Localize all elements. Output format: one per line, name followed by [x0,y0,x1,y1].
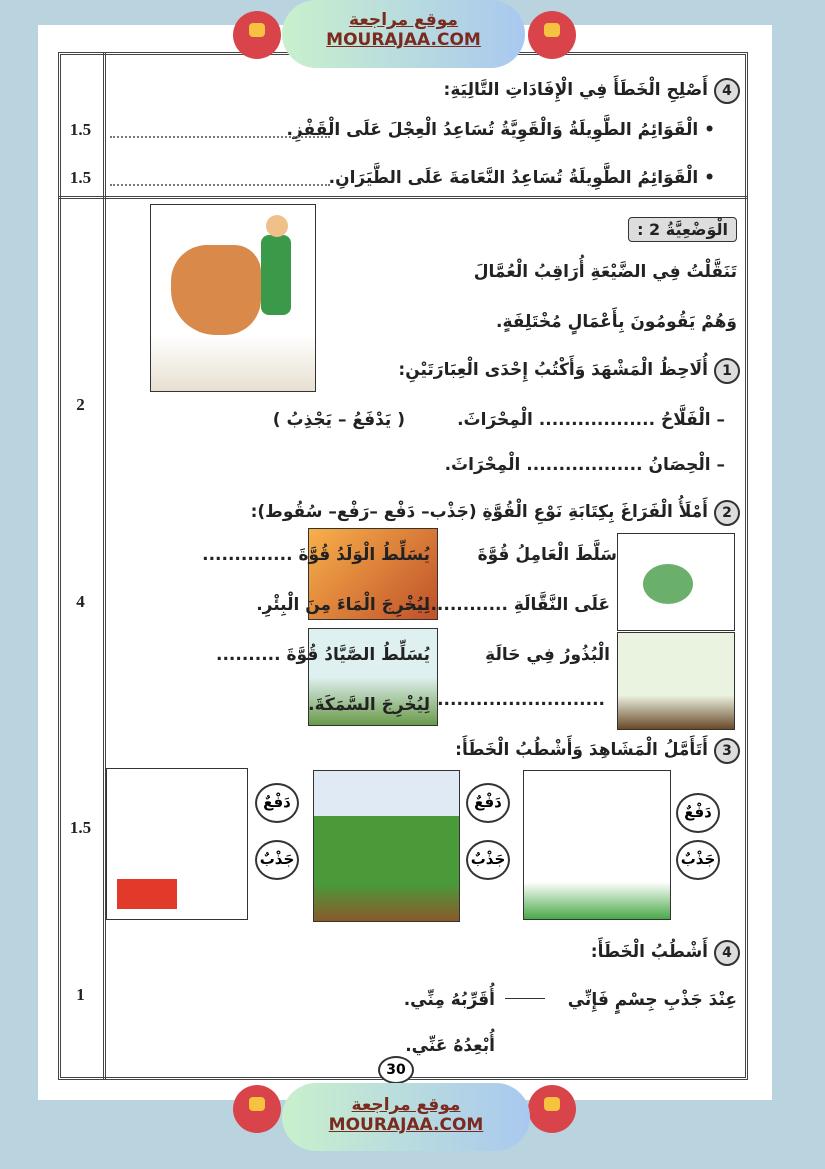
question-text: أَصْلِحِ الْخَطَأَ فِي الْإِفَادَاتِ التَّالِيَةِ: [443,80,708,100]
site-logo [233,1085,281,1133]
statement-1: • الْقَوَائِمُ الطَّوِيلَةُ وَالْقَوِيَّةُ تُسَاعِدُ الْعِجْلَ عَلَى الْقَفْزِ. [286,120,715,140]
pull-option[interactable]: جَذْبٌ [676,840,720,880]
farmer-horse-plough-image [150,204,316,392]
seeds-falling-image [617,632,735,730]
choices: ( يَدْفَعُ – يَجْذِبُ ) [272,410,405,430]
score: 1.5 [69,120,92,139]
watermark-arabic: موقع مراجعة [351,1095,461,1115]
push-option[interactable]: دَفْعٌ [255,783,299,823]
q2-title [251,500,740,526]
sentence[interactable]: يُسَلِّطُ الصَّيَّادُ قُوَّةَ .......... [216,645,430,665]
push-option[interactable]: دَفْعٌ [676,793,720,833]
pull-option[interactable]: جَذْبٌ [255,840,299,880]
option-closer[interactable]: أُقَرِّبُهُ مِنِّي. [403,990,495,1010]
statement-2: • الْقَوَائِمُ الطَّوِيلَةُ تُسَاعِدُ النَّعَامَةَ عَلَى الطَّيَرَانِ. [328,168,715,188]
score: 1 [76,985,85,1004]
site-logo [528,11,576,59]
answer-line[interactable] [110,184,330,186]
site-logo [233,11,281,59]
question-number: 4 [714,78,740,104]
answer-line[interactable] [110,136,330,138]
sentence: لِيُخْرِجَ السَّمَكَةَ. [308,695,430,715]
intro-text: تَنَقَّلْتُ فِي الضَّيْعَةِ أُرَاقِبُ الْعُمَّالَ [473,262,737,282]
boy-pulling-toy-truck-image [106,768,248,920]
girl-picking-apples-image [313,770,460,922]
top-question-title [444,78,740,104]
watermark-latin: MOURAJAA.COM [326,30,481,50]
sentence[interactable]: عَلَى النَّقَّالَةِ ................. [398,595,610,615]
push-option[interactable]: دَفْعٌ [466,783,510,823]
sentence[interactable]: يُسَلِّطُ الْوَلَدُ قُوَّةَ .............. [202,545,430,565]
arrow [505,998,545,999]
q4-title [591,940,740,966]
sentence-stem: عِنْدَ جَذْبِ جِسْمٍ فَإِنِّي [567,990,737,1010]
pull-option[interactable]: جَذْبٌ [466,840,510,880]
score: 2 [76,395,85,414]
intro-text: وَهُمْ يَقُومُونَ بِأَعْمَالٍ مُخْتَلِفَةٍ. [496,312,737,332]
question-number: 1 [714,358,740,384]
man-lawnmower-image [523,770,671,920]
sentence: لِيُخْرِجَ الْمَاءَ مِنَ الْبِئْرِ. [256,595,430,615]
question-text: أُلَاحِظُ الْمَشْهَدَ وَأَكْتُبُ إِحْدَى الْعِبَارَتَيْنِ: [398,360,708,380]
worker-wheelbarrow-image [617,533,735,631]
question-text: أَتَأَمَّلُ الْمَشَاهِدَ وَأَشْطُبُ الْخَطَأَ: [455,740,708,760]
watermark-top[interactable] [282,0,525,68]
situation-label: الْوَضْعِيَّةُ 2 : [628,217,737,242]
watermark-bottom[interactable] [282,1083,530,1151]
fill-line[interactable]: – الْفَلَّاحُ .................. الْمِحْرَاثَ. [457,410,725,430]
sentence: سَلَّطَ الْعَامِلُ قُوَّةَ [477,545,617,565]
question-number: 4 [714,940,740,966]
watermark-latin: MOURAJAA.COM [328,1115,484,1135]
question-text: أَمْلَأُ الْفَرَاغَ بِكِتَابَةِ نَوْعِ الْقُوَّةِ (جَذْب– دَفْع –رَفْع– سُقُوط): [250,502,708,522]
score-column-divider [103,52,106,1080]
question-number: 2 [714,500,740,526]
question-number: 3 [714,738,740,764]
option-farther[interactable]: أُبْعِدُهُ عَنِّي. [405,1036,495,1056]
q1-title [398,358,740,384]
fill-line[interactable]: .......................... [437,690,605,710]
score: 1.5 [69,168,92,187]
page-number: 30 [378,1056,414,1084]
fill-line[interactable]: – الْحِصَانُ .................. الْمِحْرَاثَ. [444,455,725,475]
q3-title [455,738,740,764]
score: 4 [76,592,85,611]
question-text: أَشْطُبُ الْخَطَأَ: [590,942,708,962]
sentence: الْبُذُورُ فِي حَالَةِ [485,645,610,665]
section-divider [58,196,748,199]
site-logo [528,1085,576,1133]
score: 1.5 [69,818,92,837]
watermark-arabic: موقع مراجعة [349,10,458,30]
